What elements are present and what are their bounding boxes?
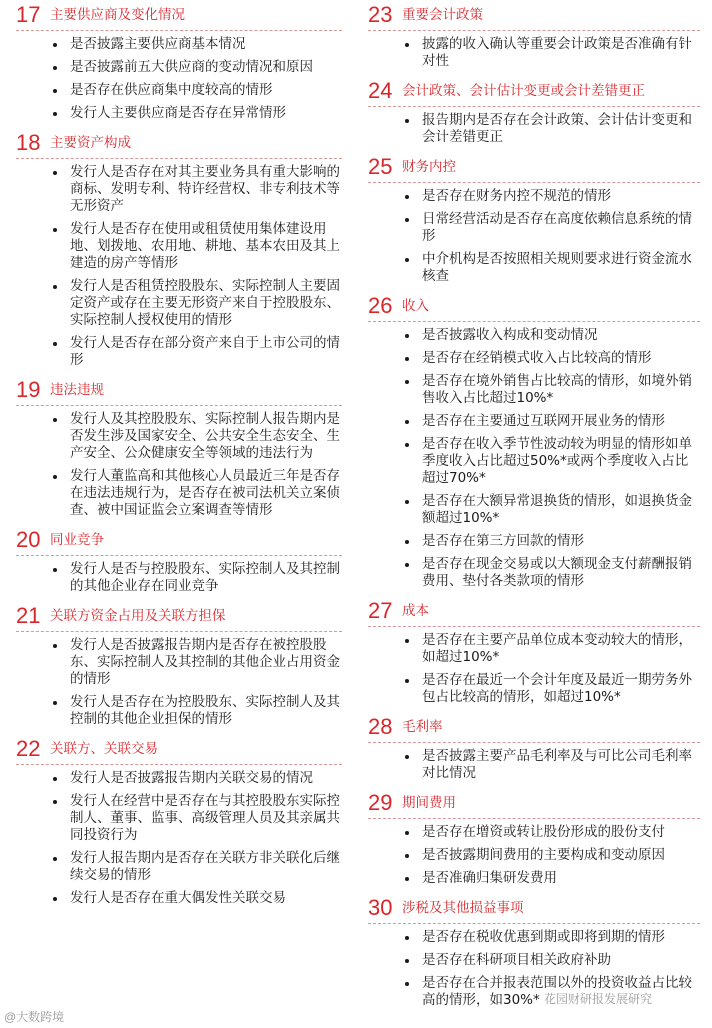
section-header <box>16 0 342 31</box>
section-header <box>16 601 342 632</box>
section-title: 主要资产构成 <box>50 135 131 151</box>
section-28 <box>368 712 700 782</box>
section-number: 21 <box>16 603 41 628</box>
section-title: 涉税及其他损益事项 <box>402 900 524 916</box>
list-item: 是否准确归集研发费用 <box>402 870 700 887</box>
section-header <box>16 375 342 406</box>
right-column <box>368 0 700 1015</box>
list-item: 发行人是否存在为控股股东、实际控制人及其控制的其他企业担保的情形 <box>50 694 342 728</box>
section-header <box>368 596 700 627</box>
section-title: 违法违规 <box>50 382 104 398</box>
section-number: 28 <box>368 714 393 739</box>
section-number: 29 <box>368 790 393 815</box>
section-title: 同业竞争 <box>50 532 104 548</box>
section-21 <box>16 601 342 728</box>
section-title: 关联方资金占用及关联方担保 <box>50 608 226 624</box>
section-number: 20 <box>16 527 41 552</box>
bullet-list <box>16 411 342 519</box>
list-item: 是否存在税收优惠到期或即将到期的情形 <box>402 929 700 946</box>
list-item: 是否存在境外销售占比较高的情形，如境外销售收入占比超过10%* <box>402 373 700 407</box>
bullet-list <box>368 632 700 706</box>
list-item: 报告期内是否存在会计政策、会计估计变更和会计差错更正 <box>402 112 700 146</box>
section-19 <box>16 375 342 519</box>
bullet-list <box>16 561 342 595</box>
watermark-right: 花园财研报发展研究 <box>544 992 653 1006</box>
list-item: 发行人是否与控股股东、实际控制人及其控制的其他企业存在同业竞争 <box>50 561 342 595</box>
list-item: 是否存在经销模式收入占比较高的情形 <box>402 350 700 367</box>
list-item: 发行人是否存在部分资产来自于上市公司的情形 <box>50 335 342 369</box>
list-item: 发行人是否租赁控股股东、实际控制人主要固定资产或存在主要无形资产来自于控股股东、实际控制人授权使用的情形 <box>50 278 342 329</box>
list-item: 发行人是否存在使用或租赁使用集体建设用地、划拨地、农用地、耕地、基本农田及其上建造的房产等情形 <box>50 221 342 272</box>
list-item: 是否披露期间费用的主要构成和变动原因 <box>402 847 700 864</box>
section-number: 22 <box>16 736 41 761</box>
list-item: 是否存在合并报表范围以外的投资收益占比较高的情形，如30%* <box>402 975 700 1009</box>
section-title: 财务内控 <box>402 159 456 175</box>
list-item: 是否披露主要产品毛利率及与可比公司毛利率对比情况 <box>402 748 700 782</box>
list-item: 是否存在主要通过互联网开展业务的情形 <box>402 413 700 430</box>
list-item: 是否披露主要供应商基本情况 <box>50 36 342 53</box>
section-title: 成本 <box>402 603 429 619</box>
list-item: 发行人及其控股股东、实际控制人报告期内是否发生涉及国家安全、公共安全生态安全、生产安全、公众健康安全等领域的违法行为 <box>50 411 342 462</box>
section-header <box>16 734 342 765</box>
section-title: 期间费用 <box>402 795 456 811</box>
list-item: 披露的收入确认等重要会计政策是否准确有针对性 <box>402 36 700 70</box>
section-20 <box>16 525 342 595</box>
watermark-left: @大数跨境 <box>4 1010 65 1024</box>
section-header <box>368 291 700 322</box>
section-header <box>16 525 342 556</box>
bullet-list <box>368 36 700 70</box>
section-title: 会计政策、会计估计变更或会计差错更正 <box>402 83 645 99</box>
bullet-list <box>16 164 342 369</box>
section-number: 19 <box>16 377 41 402</box>
list-item: 发行人在经营中是否存在与其控股股东实际控制人、董事、监事、高级管理人员及其亲属共同投资行为 <box>50 793 342 844</box>
section-number: 26 <box>368 293 393 318</box>
section-header <box>368 788 700 819</box>
bullet-list <box>16 637 342 728</box>
section-header <box>368 893 700 924</box>
list-item: 是否存在增资或转让股份形成的股份支付 <box>402 824 700 841</box>
section-title: 毛利率 <box>402 719 443 735</box>
section-number: 27 <box>368 598 393 623</box>
list-item: 是否存在最近一个会计年度及最近一期劳务外包占比较高的情形，如超过10%* <box>402 672 700 706</box>
list-item: 是否存在现金交易或以大额现金支付薪酬报销费用、垫付各类款项的情形 <box>402 556 700 590</box>
list-item: 发行人是否存在重大偶发性关联交易 <box>50 890 342 907</box>
list-item: 是否存在主要产品单位成本变动较大的情形，如超过10%* <box>402 632 700 666</box>
list-item: 是否存在财务内控不规范的情形 <box>402 188 700 205</box>
list-item: 发行人是否存在对其主要业务具有重大影响的商标、发明专利、特许经营权、非专利技术等无形资产 <box>50 164 342 215</box>
section-title: 主要供应商及变化情况 <box>50 7 185 23</box>
bullet-list <box>368 748 700 782</box>
section-number: 18 <box>16 130 41 155</box>
section-header <box>368 76 700 107</box>
section-title: 关联方、关联交易 <box>50 741 158 757</box>
left-column <box>16 0 342 913</box>
list-item: 是否存在第三方回款的情形 <box>402 533 700 550</box>
bullet-list <box>368 824 700 887</box>
section-26 <box>368 291 700 590</box>
bullet-list <box>16 36 342 122</box>
section-23 <box>368 0 700 70</box>
list-item: 是否披露收入构成和变动情况 <box>402 327 700 344</box>
list-item: 是否存在科研项目相关政府补助 <box>402 952 700 969</box>
section-27 <box>368 596 700 706</box>
section-header <box>368 712 700 743</box>
section-title: 重要会计政策 <box>402 7 483 23</box>
section-24 <box>368 76 700 146</box>
bullet-list <box>16 770 342 907</box>
section-number: 24 <box>368 78 393 103</box>
bullet-list <box>368 188 700 285</box>
list-item: 发行人主要供应商是否存在异常情形 <box>50 105 342 122</box>
list-item: 发行人董监高和其他核心人员最近三年是否存在违法违规行为，是否存在被司法机关立案侦查、被中国证监会立案调查等情形 <box>50 468 342 519</box>
section-number: 25 <box>368 154 393 179</box>
section-17 <box>16 0 342 122</box>
section-number: 17 <box>16 2 41 27</box>
section-header <box>368 0 700 31</box>
list-item: 发行人报告期内是否存在关联方非关联化后继续交易的情形 <box>50 850 342 884</box>
list-item: 发行人是否披露报告期内是否存在被控股股东、实际控制人及其控制的其他企业占用资金的情形 <box>50 637 342 688</box>
section-18 <box>16 128 342 369</box>
section-25 <box>368 152 700 285</box>
section-number: 30 <box>368 895 393 920</box>
list-item: 是否存在大额异常退换货的情形，如退换货金额超过10%* <box>402 493 700 527</box>
bullet-list <box>368 327 700 590</box>
section-22 <box>16 734 342 907</box>
section-header <box>368 152 700 183</box>
list-item: 发行人是否披露报告期内关联交易的情况 <box>50 770 342 787</box>
section-title: 收入 <box>402 298 429 314</box>
list-item: 日常经营活动是否存在高度依赖信息系统的情形 <box>402 211 700 245</box>
list-item: 是否存在供应商集中度较高的情形 <box>50 82 342 99</box>
section-number: 23 <box>368 2 393 27</box>
section-29 <box>368 788 700 887</box>
list-item: 中介机构是否按照相关规则要求进行资金流水核查 <box>402 251 700 285</box>
section-header <box>16 128 342 159</box>
bullet-list <box>368 112 700 146</box>
list-item: 是否披露前五大供应商的变动情况和原因 <box>50 59 342 76</box>
list-item: 是否存在收入季节性波动较为明显的情形如单季度收入占比超过50%*或两个季度收入占比超过70%* <box>402 436 700 487</box>
